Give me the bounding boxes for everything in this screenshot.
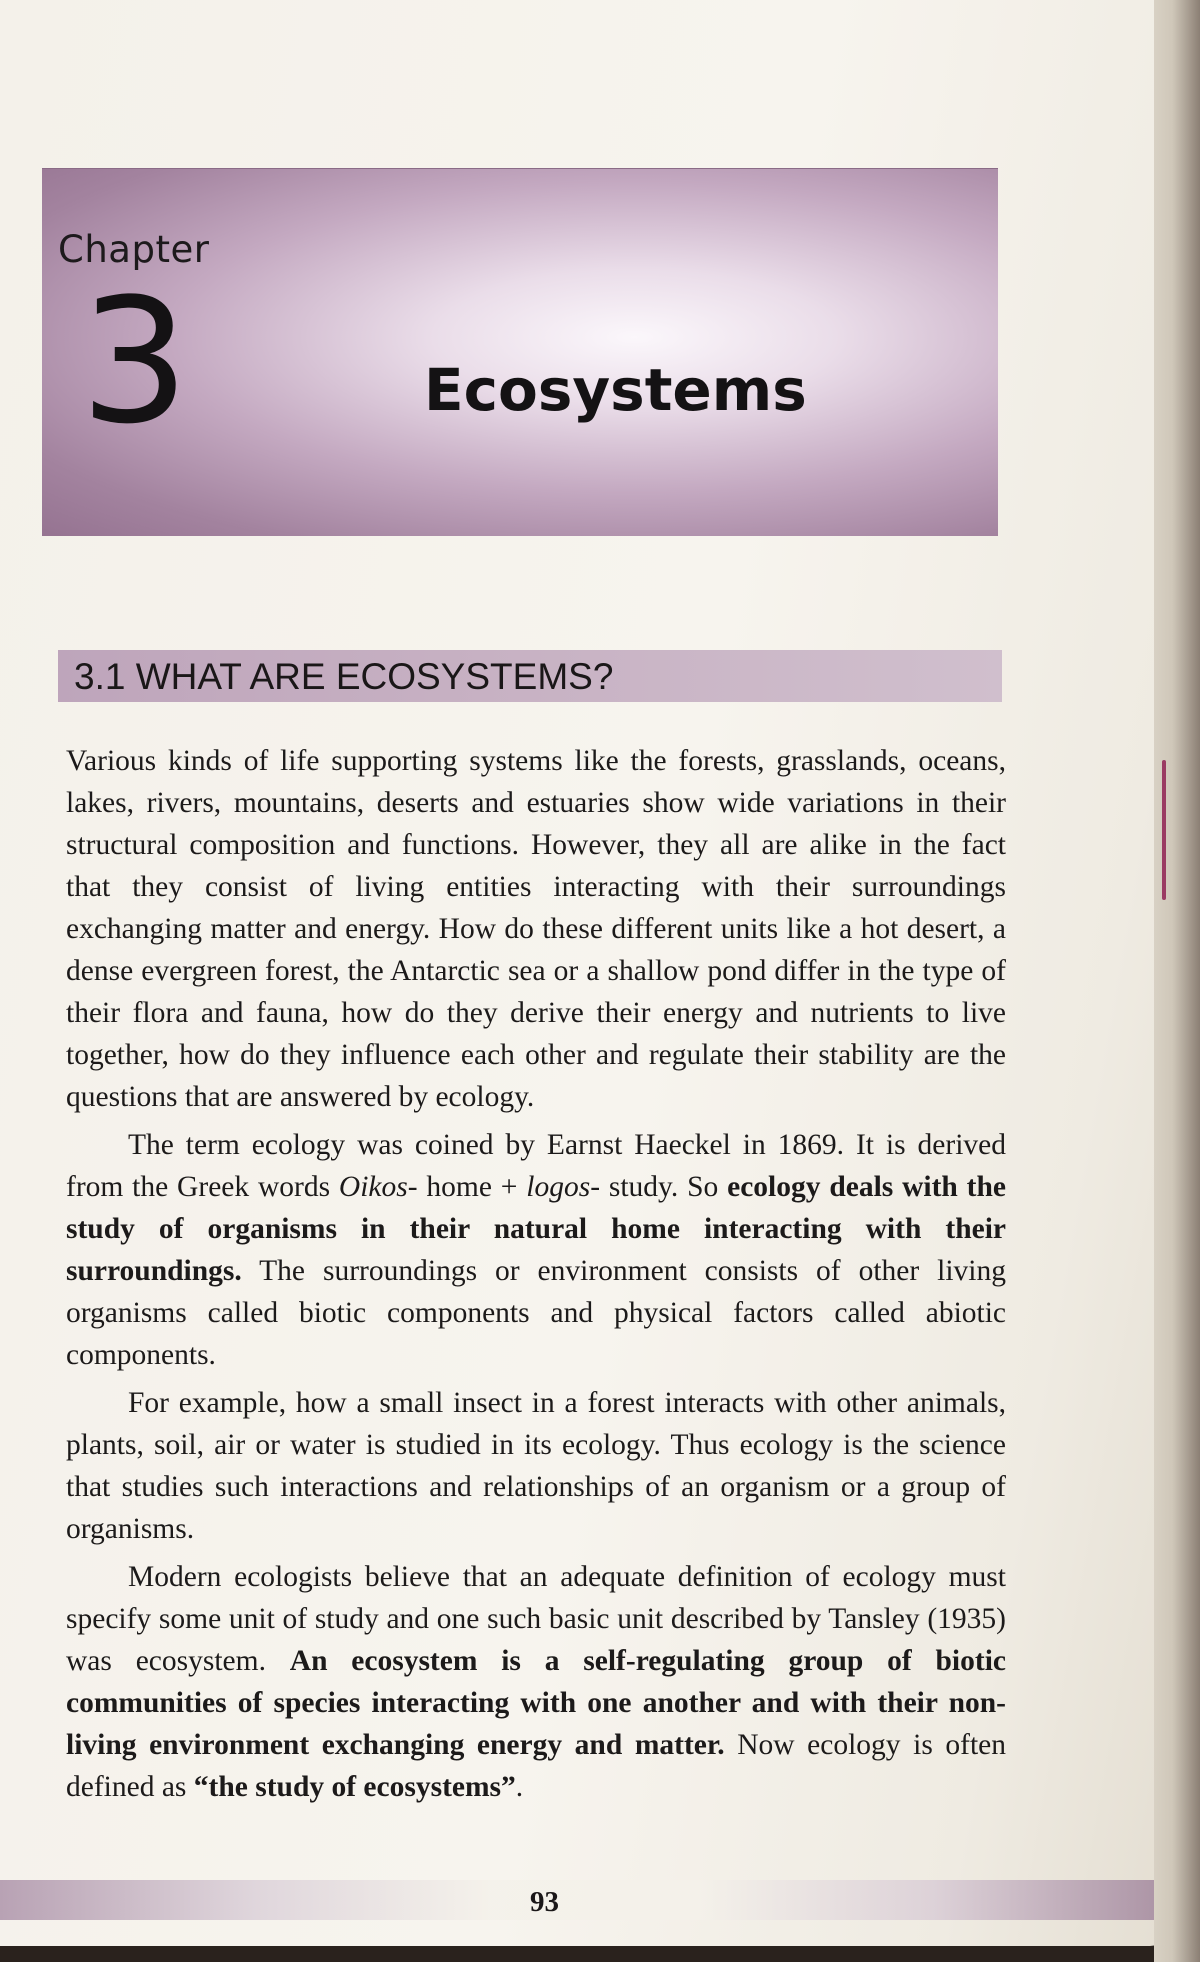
paragraph-2-text-b: - home + bbox=[407, 1171, 527, 1203]
ecology-quote: “the study of ecosystems” bbox=[193, 1771, 516, 1803]
term-logos: logos bbox=[526, 1171, 591, 1203]
paragraph-2-text-a: The term ecology was coined by Earnst Haeckel in 1869. It is derived from the Greek words bbox=[66, 1129, 1006, 1203]
term-oikos: Oikos bbox=[338, 1171, 408, 1203]
paragraph-4 bbox=[66, 1556, 1006, 1808]
section-heading: 3.1 WHAT ARE ECOSYSTEMS? bbox=[74, 656, 614, 697]
ecosystem-definition: An ecosystem is a self-regulating group of biotic communities of species interacting with one another and with their non-living environment exchanging energy and matter. bbox=[66, 1645, 1006, 1761]
paragraph-4-text-b: Now ecology is often defined as bbox=[66, 1729, 1007, 1803]
paragraph-2-text-d: The surroundings or environment consists of other living organisms called biotic components and physical factors called abiotic components. bbox=[66, 1255, 1006, 1371]
footer-band bbox=[0, 1880, 1168, 1920]
chapter-number: 3 bbox=[80, 261, 190, 462]
chapter-label: Chapter bbox=[58, 228, 210, 271]
section-heading-bar bbox=[58, 650, 1002, 702]
ecology-definition: ecology deals with the study of organisms in their natural home interacting with their surroundings. bbox=[66, 1171, 1006, 1287]
paragraph-3: For example, how a small insect in a forest interacts with other animals, plants, soil, air or water is studied in its ecology. Thus ecology is the science that studies such interactions and relationships of an organism or a group of organisms. bbox=[66, 1387, 1006, 1545]
chapter-title: Ecosystems bbox=[424, 356, 807, 424]
paragraph-4-text-a: Modern ecologists believe that an adequate definition of ecology must specify some unit of study and one such basic unit described by Tansley (1935) was ecosystem. bbox=[66, 1561, 1006, 1677]
paragraph-2 bbox=[66, 1124, 1006, 1376]
body-text bbox=[66, 740, 1006, 1814]
chapter-banner bbox=[42, 168, 998, 536]
page-number: 93 bbox=[530, 1886, 559, 1918]
page-edge bbox=[1154, 0, 1200, 1962]
paragraph-2-text-c: - study. So bbox=[590, 1171, 728, 1203]
paragraph-4-end: . bbox=[515, 1771, 524, 1803]
paragraph-1: Various kinds of life supporting systems like the forests, grasslands, oceans, lakes, rivers, mountains, deserts and estuaries show wide variations in their structural composition and functions. However, they all are alike in the fact that they consist of living entities interacting with their surroundings exchanging matter and energy. How do these different units like a hot desert, a dense evergreen forest, the Antarctic sea or a shallow pond differ in the type of their flora and fauna, how do they derive their energy and nutrients to live together, how do they influence each other and regulate their stability are the questions that are answered by ecology. bbox=[66, 745, 1006, 1113]
